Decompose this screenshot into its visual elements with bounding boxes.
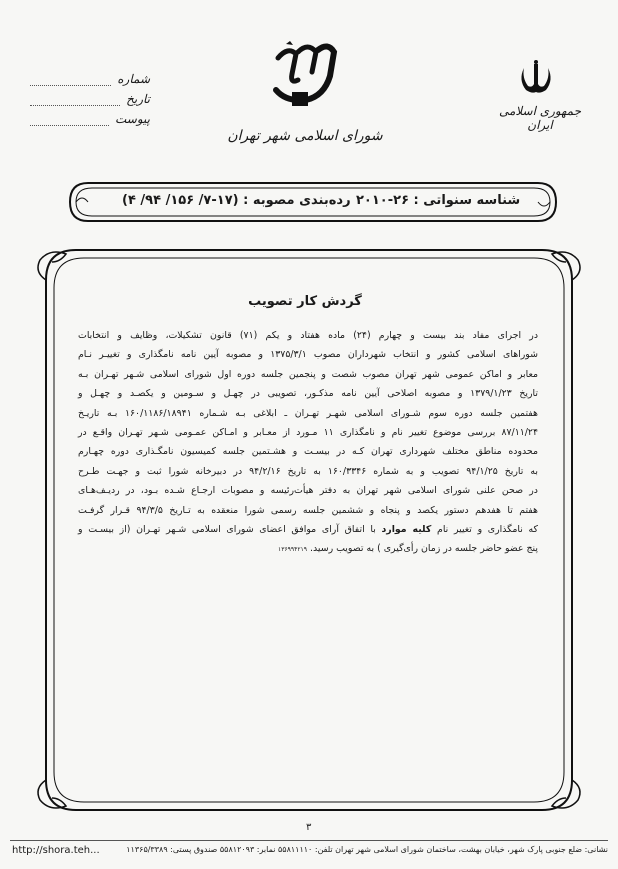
date-label: تاریخ	[126, 92, 150, 106]
body-line: شوراهای اسلامی کشور و انتخاب شهرداران مصوب ۱۳۷۵/۳/۱ و مصوبه آیین نامه نامگذاری و تغییـر نـام	[78, 349, 538, 361]
iran-emblem-icon	[516, 56, 556, 96]
document-title: گردش کار تصویب	[248, 294, 362, 309]
document-body	[78, 326, 538, 560]
meta-number-row	[30, 66, 150, 86]
footer-url: http://shora.teh...	[12, 845, 100, 856]
number-label: شماره	[117, 72, 150, 86]
body-line-bold: که نامگذاری و تغییر نام کلیه موارد با اتفاق آرای موافق اعضای شورای اسلامی شـهر تهـران (از بیسـت و	[78, 524, 538, 536]
council-name: شورای اسلامی شهر تهران	[227, 128, 383, 144]
body-line: هفتمین جلسه دوره سوم شـورای اسلامی شهـر تهـران ـ ابلاغی بـه شـماره ۱۶۰/۱۱۸۶/۱۸۹۴۱ بـه تاریـخ	[78, 407, 538, 419]
page-number: ۳	[306, 822, 312, 833]
footer-address: نشانی: ضلع جنوبی پارک شهر، خیابان بهشت، ساختمان شورای اسلامی شهر تهران تلفن: ۵۵۸۱۱۱۱۰ نمابر: ۵۵۸۱۲۰۹۳ صندوق پستی: ۱۱۳۶۵/۳۳۸۹	[126, 845, 608, 854]
bold-phrase: کلیه موارد	[381, 524, 432, 536]
footer-rule	[10, 840, 608, 841]
final-sentence: پنج عضو حاضر جلسه در زمان رأی‌گیری ) به تصویب رسید.	[310, 543, 538, 555]
meta-date-row	[30, 86, 150, 106]
date-line	[30, 93, 120, 106]
body-line: در صحن علنی شورای اسلامی شهر تهران به دفتر هیأت‌رئیسه و مصوبات ارجـاع شـده بـود، در ردیـف‌هـای	[78, 485, 538, 497]
meta-attachment-row	[30, 106, 150, 126]
republic-name: جمهوری اسلامی ایران	[498, 104, 582, 132]
body-line: محدوده مناطق مختلف شهرداری تهران کـه در بیسـت و هشـتمین جلسه کمیسیون نامگـذاری دوره چهـارم	[78, 446, 538, 458]
attachment-line	[30, 113, 109, 126]
number-line	[30, 73, 111, 86]
body-line-final	[78, 539, 538, 559]
reference-code: ۱۳۶۹۹۴۲۱۹	[278, 546, 308, 554]
body-line: به تاریخ ۹۴/۱/۲۵ تصویب و به شماره ۱۶۰/۳۳۴۶ به تاریخ ۹۴/۲/۱۶ در دبیرخانه شورا ثبت و جهـت طـرح	[78, 465, 539, 477]
body-line: ۸۷/۱۱/۲۴ بررسی موضوع تغییر نام و نامگذاری ۱۱ مـورد از معـابر و امـاکن عمـومی شـهر تهـران واقـع در	[78, 427, 538, 439]
body-line: هفتم تا هفدهم دستور یکصد و پنجاه و ششمین جلسه رسمی شورا منعقده به تـاریخ ۹۴/۳/۵ قـرار گرفـت	[78, 504, 538, 516]
annual-id: شناسه سنواتی : ۲۶-۲۰۱۰	[356, 193, 521, 208]
council-logo-icon	[258, 40, 348, 120]
body-line: در اجرای مفاد بند بیست و چهارم (۲۴) ماده هفتاد و یکم (۷۱) قانون تشکیلات، وظایف و انتخابات	[78, 330, 538, 341]
classification-id: رده‌بندی مصوبه : (۱۷-۷/ ۱۵۶/ ۹۴/ ۴)	[122, 193, 351, 208]
attachment-label: پیوست	[115, 112, 150, 126]
letter-meta	[30, 66, 150, 126]
body-line: تاریخ ۱۳۷۹/۱/۲۳ و مصوبه اصلاحی آیین نامه مذکـور، تصویبی در چهـل و سـومین و یکصـد و چهـل و	[78, 388, 539, 400]
body-line: معابر و اماکن عمومی شهر تهران مصوب شصت و پنجمین جلسه دوره اول شورای اسلامی شـهر تهـران بـه	[78, 368, 538, 380]
